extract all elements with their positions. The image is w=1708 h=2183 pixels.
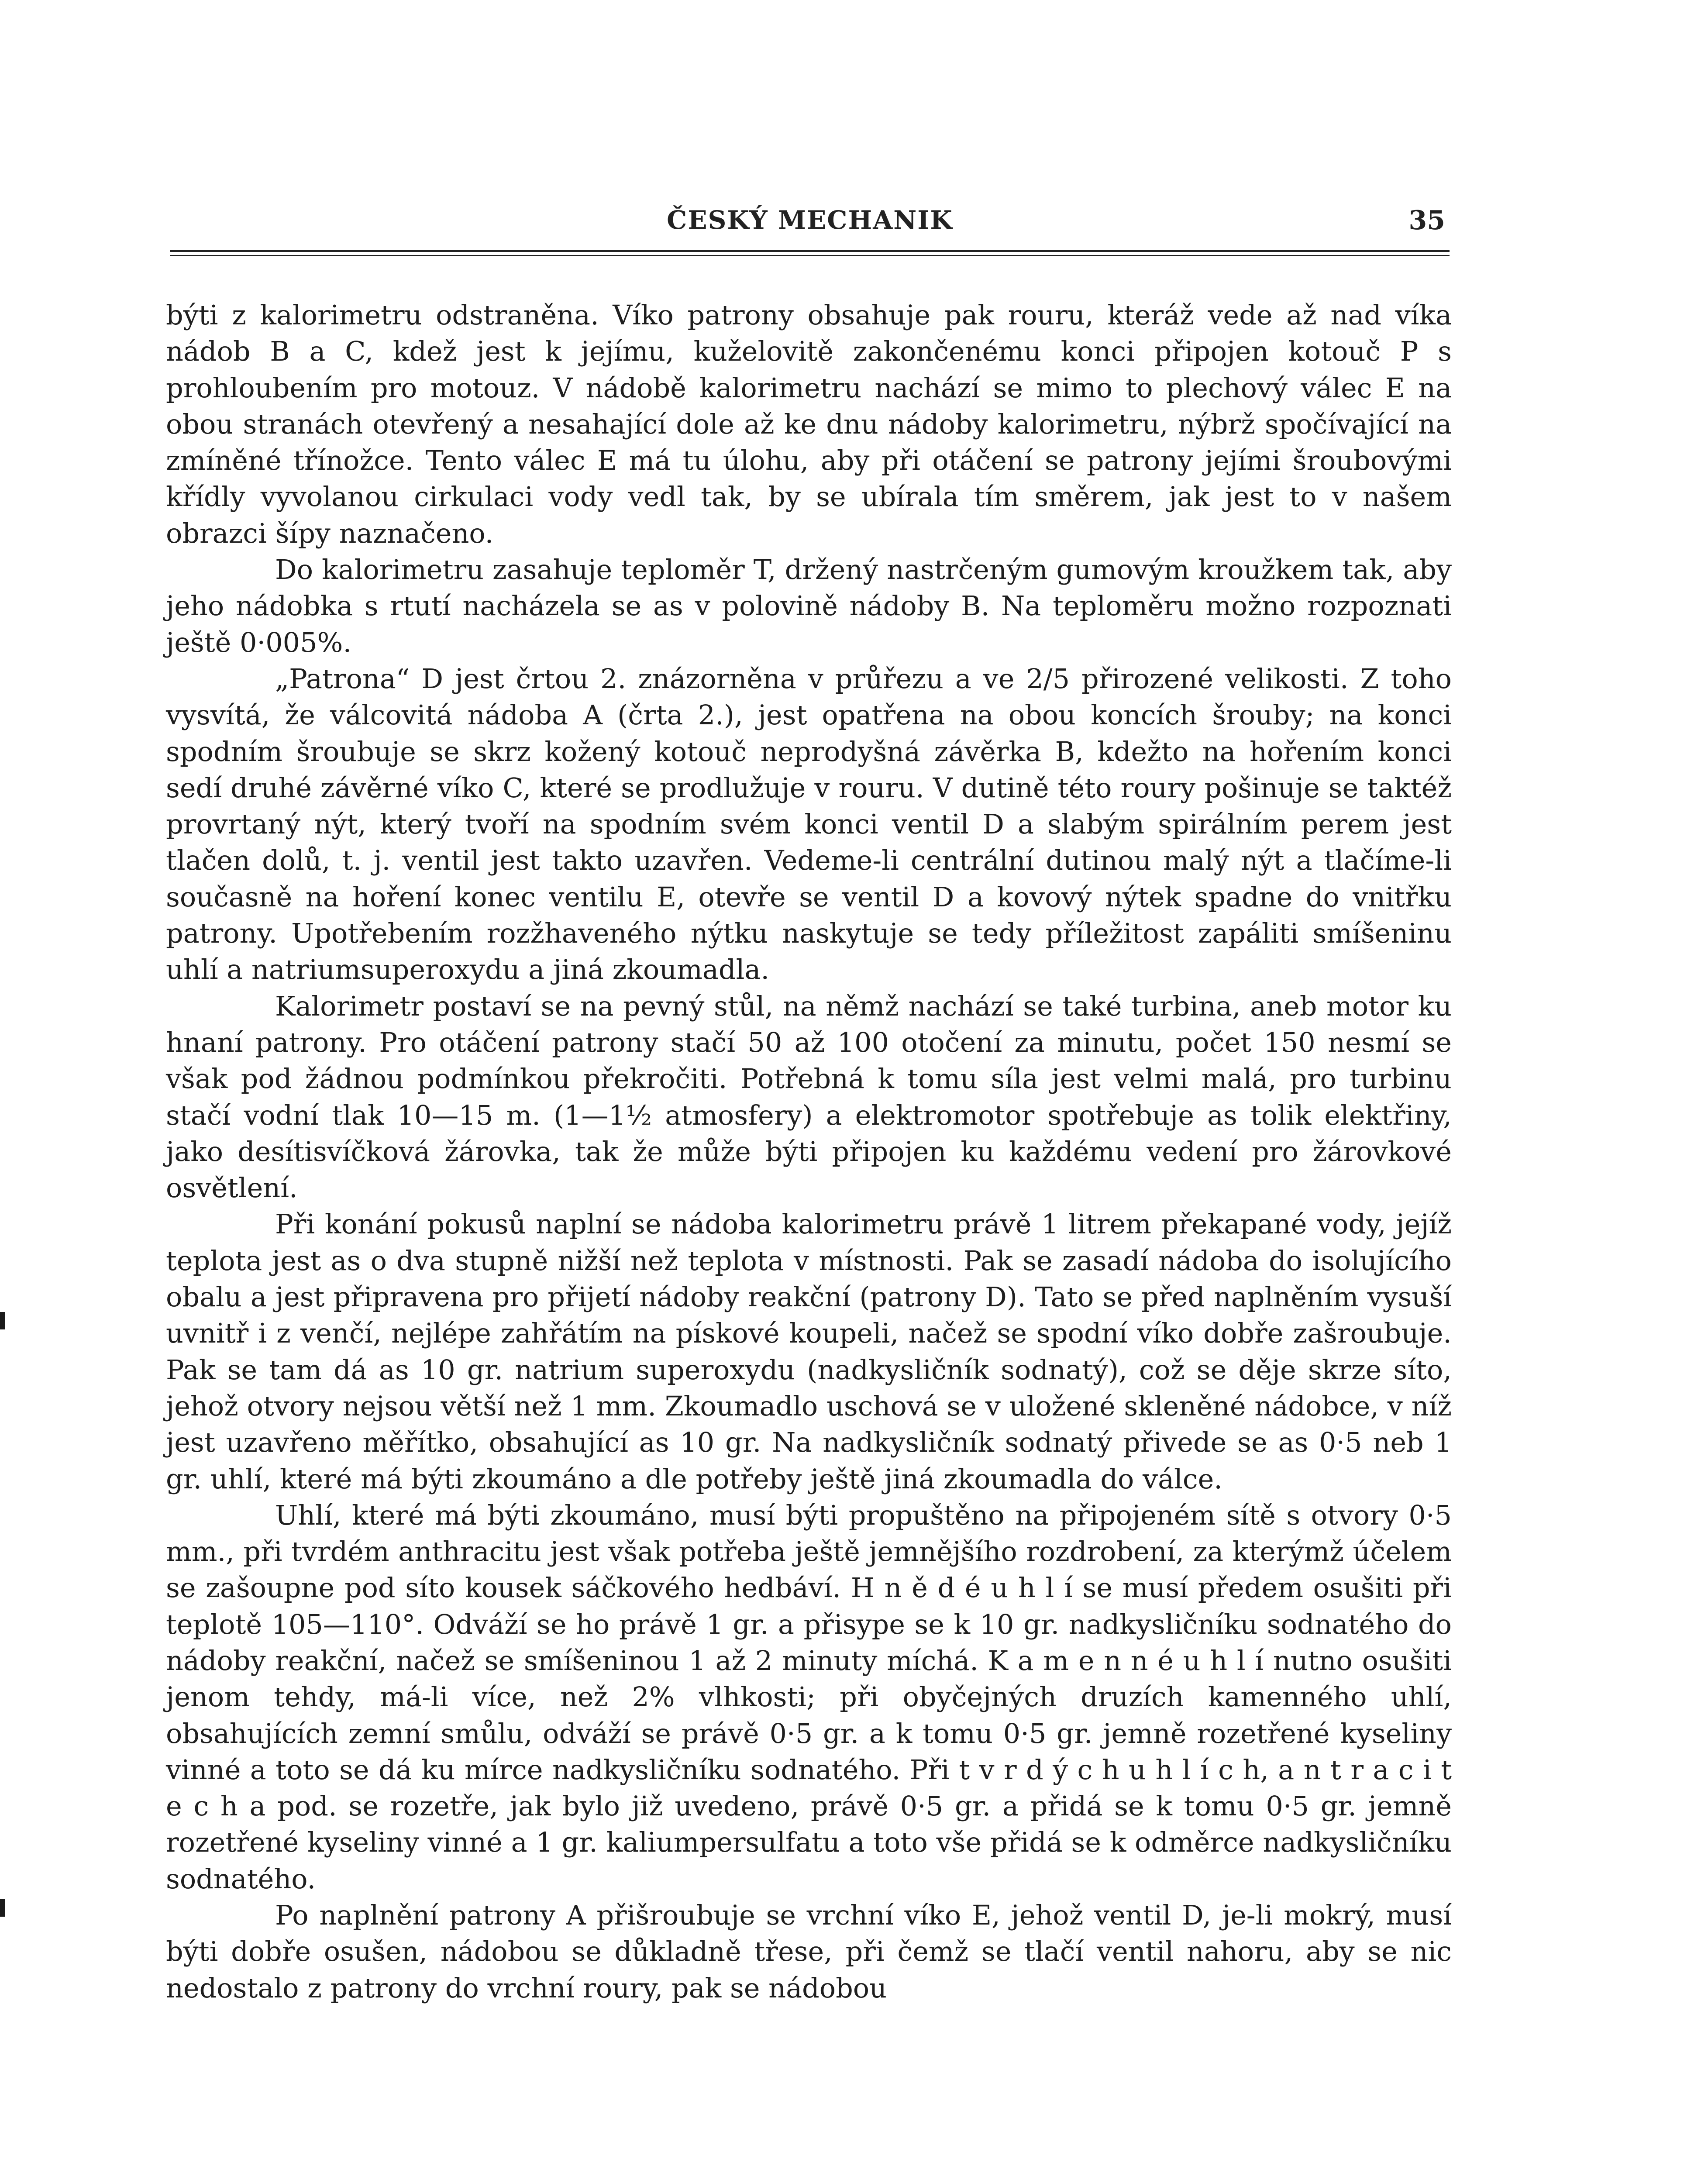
paragraph: Po naplnění patrony A přišroubuje se vrchní víko E, jehož ventil D, je-li mokrý, musí býti dobře osušen, nádobou se důkladně třese, při čemž se tlačí ventil nahoru, aby se nic nedostalo z patrony do vrchní roury, pak se nádobou — [166, 1899, 1452, 2004]
header-rule-thin — [170, 255, 1450, 256]
left-edge-mark — [0, 1312, 5, 1329]
paragraph: „Patrona“ D jest črtou 2. znázorněna v průřezu a ve 2/5 přirozené velikosti. Z toho vysvítá, že válcovitá nádoba A (črta 2.), jest opatřena na obou koncích šrouby; na konci spodním šroubuje se skrz kožený kotouč neprodyšná závěrka B, kdežto na hořením konci sedí druhé závěrné víko C, které se prodlužuje v rouru. V dutině této roury pošinuje se taktéž provrtaný nýt, který tvoří na spodním svém konci ventil D a slabým spirálním perem jest tlačen dolů, t. j. ventil jest takto uzavřen. Vedeme-li centrální dutinou malý nýt a tlačíme-li současně na hoření konec ventilu E, otevře se ventil D a kovový nýtek spadne do vnitřku patrony. Upotřebením rozžhaveného nýtku naskytuje se tedy příležitost zapáliti smíšeninu uhlí a natriumsuperoxydu a jiná zkoumadla. — [166, 662, 1452, 986]
paragraph: Uhlí, které má býti zkoumáno, musí býti propuštěno na připojeném sítě s otvory 0·5 mm., při tvrdém anthracitu jest však potřeba ještě jemnějšího rozdrobení, za kterýmž účelem se zašoupne pod síto kousek sáčkového hedbáví. H n ě d é u h l í se musí předem osušiti při teplotě 105—110°. Odváží se ho právě 1 gr. a přisype se k 10 gr. nadkysličníku sodnatého do nádoby reakční, načež se smíšeninou 1 až 2 minuty míchá. K a m e n n é u h l í nutno osušiti jenom tehdy, má-li více, než 2% vlhkosti; při obyčejných druzích kamenného uhlí, obsahujících zemní smůlu, odváží se právě 0·5 gr. a k tomu 0·5 gr. jemně rozetřené kyseliny vinné a toto se dá ku mírce nadkysličníku sodnatého. Při t v r d ý c h u h l í c h, a n t r a c i t e c h a pod. se rozetře, jak bylo již uvedeno, právě 0·5 gr. a přidá se k tomu 0·5 gr. jemně rozetřené kyseliny vinné a 1 gr. kaliumpersulfatu a toto vše přidá se k odměrce nadkysličníku sodnatého. — [166, 1499, 1452, 1895]
paragraph: Do kalorimetru zasahuje teploměr T, držený nastrčeným gumovým kroužkem tak, aby jeho nádobka s rtutí nacházela se as v polovině nádoby B. Na teploměru možno rozpoznati ještě 0·005%. — [166, 554, 1452, 658]
page-number: 35 — [1408, 205, 1445, 236]
left-edge-mark — [0, 1899, 5, 1917]
journal-title: ČESKÝ MECHANIK — [667, 205, 953, 235]
header-rule — [170, 250, 1450, 252]
running-header — [170, 205, 1450, 253]
paragraph: býti z kalorimetru odstraněna. Víko patrony obsahuje pak rouru, kteráž vede až nad víka nádob B a C, kdež jest k jejímu, kuželovitě zakončenému konci připojen kotouč P s prohloubením pro motouz. V nádobě kalorimetru nachází se mimo to plechový válec E na obou stranách otevřený a nesahající dole až ke dnu nádoby kalorimetru, nýbrž spočívající na zmíněné třínožce. Tento válec E má tu úlohu, aby při otáčení se patrony jejími šroubovými křídly vyvolanou cirkulaci vody vedl tak, by se ubírala tím směrem, jak jest to v našem obrazci šípy naznačeno. — [166, 299, 1452, 549]
paragraph: Při konání pokusů naplní se nádoba kalorimetru právě 1 litrem překapané vody, jejíž teplota jest as o dva stupně nižší než teplota v místnosti. Pak se zasadí nádoba do isolujícího obalu a jest připravena pro přijetí nádoby reakční (patrony D). Tato se před naplněním vysuší uvnitř i z venčí, nejlépe zahřátím na pískové koupeli, načež se spodní víko dobře zašroubuje. Pak se tam dá as 10 gr. natrium superoxydu (nadkysličník sodnatý), což se děje skrze síto, jehož otvory nejsou větší než 1 mm. Zkoumadlo uschová se v uložené skleněné nádobce, v níž jest uzavřeno měřítko, obsahující as 10 gr. Na nadkysličník sodnatý přivede se as 0·5 neb 1 gr. uhlí, které má býti zkoumáno a dle potřeby ještě jiná zkoumadla do válce. — [166, 1208, 1452, 1495]
body-text — [166, 297, 1452, 2006]
paragraph: Kalorimetr postaví se na pevný stůl, na němž nachází se také turbina, aneb motor ku hnaní patrony. Pro otáčení patrony stačí 50 až 100 otočení za minutu, počet 150 nesmí se však pod žádnou podmínkou překročiti. Potřebná k tomu síla jest velmi malá, pro turbinu stačí vodní tlak 10—15 m. (1—1½ atmosfery) a elektromotor spotřebuje as tolik elektřiny, jako desítisvíčková žárovka, tak že může býti připojen ku každému vedení pro žárovkové osvětlení. — [166, 990, 1452, 1204]
